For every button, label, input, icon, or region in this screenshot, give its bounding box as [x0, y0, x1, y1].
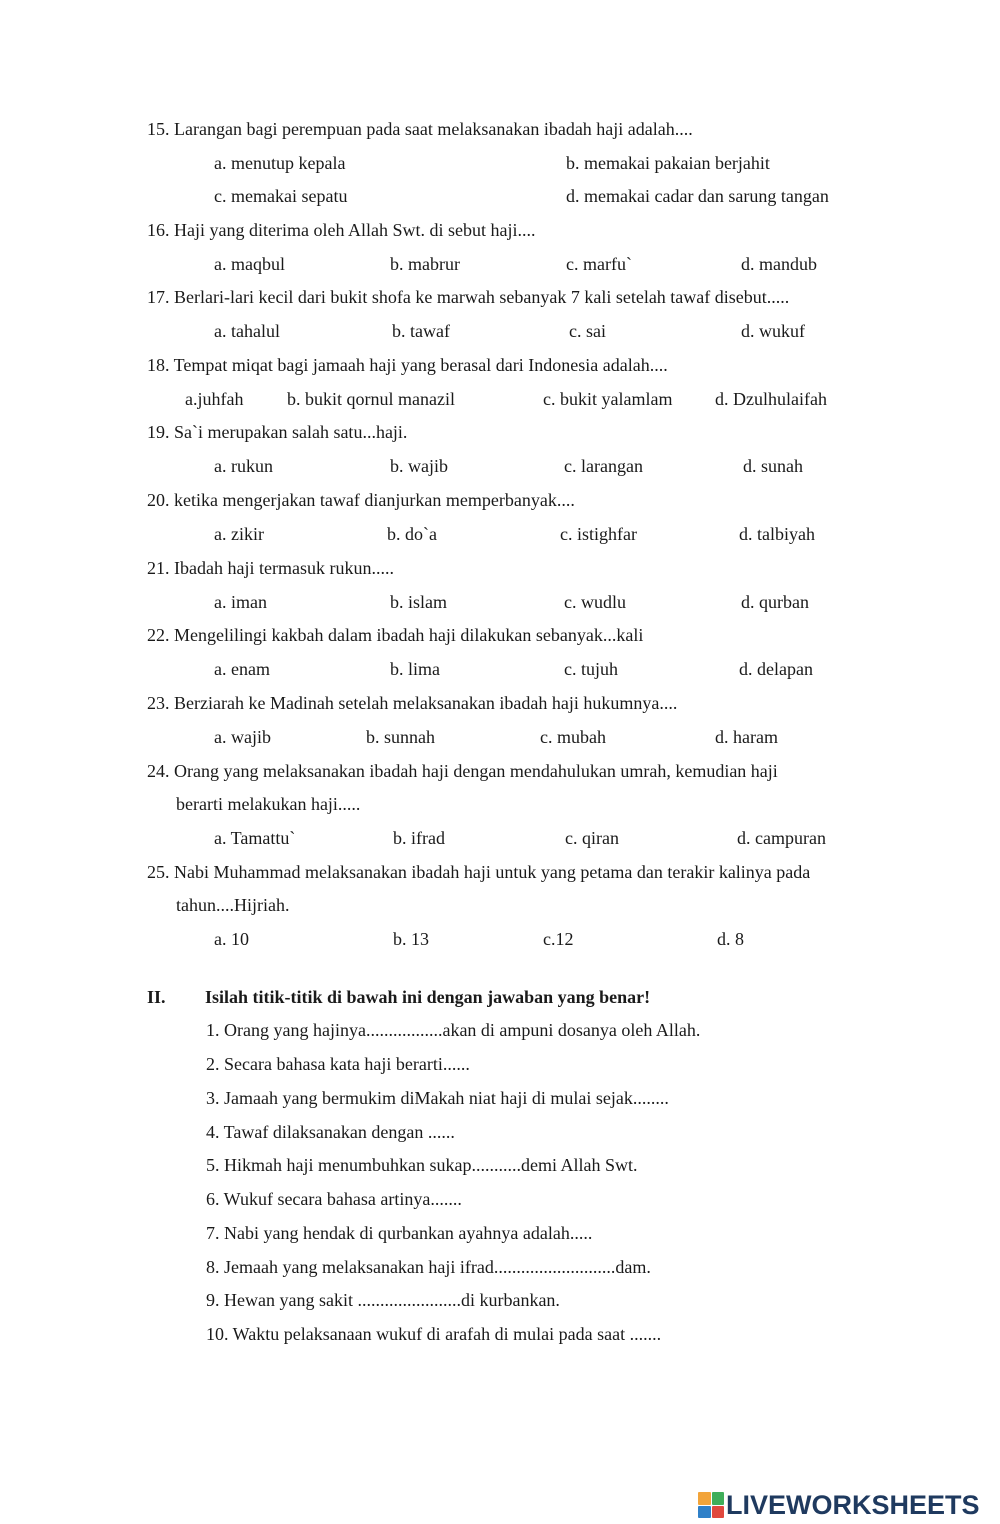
option-22c: c. tujuh [564, 659, 618, 679]
option-25c: c.12 [543, 929, 574, 949]
question-24: 24. Orang yang melaksanakan ibadah haji dengan mendahulukan umrah, kemudian haji [147, 761, 778, 781]
question-19: 19. Sa`i merupakan salah satu...haji. [147, 422, 408, 442]
question-20: 20. ketika mengerjakan tawaf dianjurkan memperbanyak.... [147, 490, 575, 510]
fill-item-4: 4. Tawaf dilaksanakan dengan ...... [206, 1122, 455, 1142]
option-23c: c. mubah [540, 727, 606, 747]
fill-item-5: 5. Hikmah haji menumbuhkan sukap...........demi Allah Swt. [206, 1155, 638, 1175]
option-19a: a. rukun [214, 456, 273, 476]
option-17c: c. sai [569, 321, 606, 341]
option-25b: b. 13 [393, 929, 429, 949]
option-20d: d. talbiyah [739, 524, 815, 544]
question-24-continuation: berarti melakukan haji..... [176, 794, 361, 814]
option-21c: c. wudlu [564, 592, 626, 612]
option-24c: c. qiran [565, 828, 619, 848]
option-24b: b. ifrad [393, 828, 445, 848]
option-15a: a. menutup kepala [214, 153, 346, 173]
option-22a: a. enam [214, 659, 270, 679]
section-title: Isilah titik-titik di bawah ini dengan jawaban yang benar! [205, 987, 651, 1007]
option-19c: c. larangan [564, 456, 643, 476]
option-22d: d. delapan [739, 659, 813, 679]
question-22: 22. Mengelilingi kakbah dalam ibadah haji dilakukan sebanyak...kali [147, 625, 644, 645]
fill-item-6: 6. Wukuf secara bahasa artinya....... [206, 1189, 462, 1209]
question-25: 25. Nabi Muhammad melaksanakan ibadah haji untuk yang petama dan terakir kalinya pada [147, 862, 811, 882]
option-16b: b. mabrur [390, 254, 460, 274]
option-17d: d. wukuf [741, 321, 805, 341]
fill-item-9: 9. Hewan yang sakit .......................di kurbankan. [206, 1290, 560, 1310]
option-18d: d. Dzulhulaifah [715, 389, 827, 409]
liveworksheets-wordmark: LIVEWORKSHEETS [726, 1489, 980, 1520]
option-20a: a. zikir [214, 524, 264, 544]
option-24d: d. campuran [737, 828, 826, 848]
fill-item-2: 2. Secara bahasa kata haji berarti...... [206, 1054, 470, 1074]
question-16: 16. Haji yang diterima oleh Allah Swt. di sebut haji.... [147, 220, 536, 240]
option-19b: b. wajib [390, 456, 448, 476]
option-17a: a. tahalul [214, 321, 280, 341]
question-18: 18. Tempat miqat bagi jamaah haji yang berasal dari Indonesia adalah.... [147, 355, 668, 375]
option-19d: d. sunah [743, 456, 803, 476]
fill-item-3: 3. Jamaah yang bermukim diMakah niat haji di mulai sejak........ [206, 1088, 669, 1108]
question-25-continuation: tahun....Hijriah. [176, 895, 290, 915]
question-23: 23. Berziarah ke Madinah setelah melaksanakan ibadah haji hukumnya.... [147, 693, 678, 713]
option-23d: d. haram [715, 727, 778, 747]
option-18a: a.juhfah [185, 389, 244, 409]
option-16c: c. marfu` [566, 254, 632, 274]
fill-item-1: 1. Orang yang hajinya.................akan di ampuni dosanya oleh Allah. [206, 1020, 701, 1040]
option-16d: d. mandub [741, 254, 817, 274]
option-24a: a. Tamattu` [214, 828, 296, 848]
fill-item-10: 10. Waktu pelaksanaan wukuf di arafah di mulai pada saat ....... [206, 1324, 662, 1344]
option-23a: a. wajib [214, 727, 271, 747]
fill-item-8: 8. Jemaah yang melaksanakan haji ifrad...........................dam. [206, 1257, 651, 1277]
section-number: II. [147, 987, 166, 1007]
option-21d: d. qurban [741, 592, 809, 612]
option-25a: a. 10 [214, 929, 249, 949]
question-21: 21. Ibadah haji termasuk rukun..... [147, 558, 394, 578]
option-18c: c. bukit yalamlam [543, 389, 673, 409]
option-15d: d. memakai cadar dan sarung tangan [566, 186, 829, 206]
option-18b: b. bukit qornul manazil [287, 389, 455, 409]
liveworksheets-watermark [698, 1490, 980, 1520]
option-16a: a. maqbul [214, 254, 285, 274]
option-21b: b. islam [390, 592, 447, 612]
option-25d: d. 8 [717, 929, 744, 949]
option-17b: b. tawaf [392, 321, 450, 341]
option-21a: a. iman [214, 592, 267, 612]
option-15b: b. memakai pakaian berjahit [566, 153, 770, 173]
option-20b: b. do`a [387, 524, 437, 544]
question-17: 17. Berlari-lari kecil dari bukit shofa ke marwah sebanyak 7 kali setelah tawaf disebut..... [147, 287, 790, 307]
option-23b: b. sunnah [366, 727, 435, 747]
option-15c: c. memakai sepatu [214, 186, 348, 206]
option-22b: b. lima [390, 659, 440, 679]
fill-item-7: 7. Nabi yang hendak di qurbankan ayahnya adalah..... [206, 1223, 593, 1243]
option-20c: c. istighfar [560, 524, 637, 544]
question-15: 15. Larangan bagi perempuan pada saat melaksanakan ibadah haji adalah.... [147, 119, 693, 139]
liveworksheets-logo-icon [698, 1492, 724, 1518]
